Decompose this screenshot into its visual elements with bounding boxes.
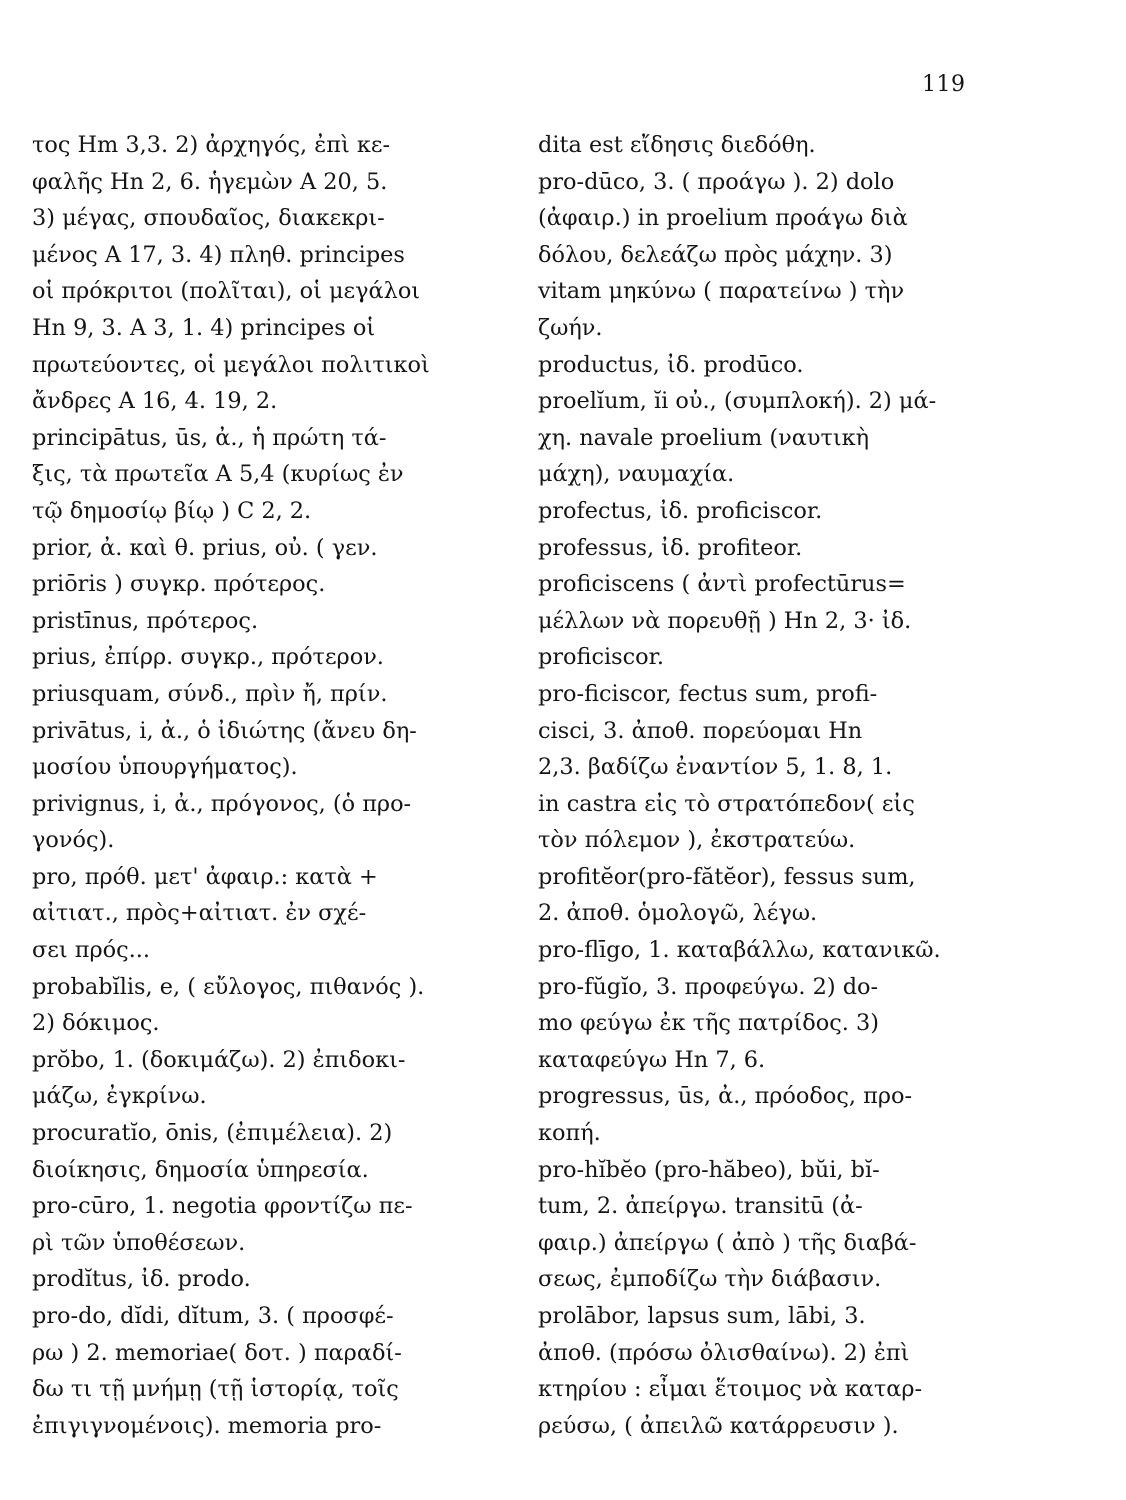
text-line: (ἀφαιρ.) in proelium προάγω διὰ: [538, 205, 908, 232]
text-line: pro-flīgo, 1. καταβάλλω, κατανικῶ.: [538, 937, 941, 964]
text-line: ρεύσω, ( ἀπειλῶ κατάρρευσιν ).: [538, 1412, 899, 1439]
text-line: professus, ἰδ. profiteor.: [538, 534, 803, 561]
text-line: φαλῆς Hn 2, 6. ἡγεμὼν A 20, 5.: [32, 168, 388, 195]
text-line: prodĭtus, ἰδ. prodo.: [32, 1266, 251, 1293]
text-line: pro, πρόθ. μετ' ἀφαιρ.: κατὰ +: [32, 863, 378, 890]
text-line: ἀποθ. (πρόσω ὀλισθαίνω). 2) ἐπὶ: [538, 1339, 910, 1366]
text-line: πρωτεύοντες, οἱ μεγάλοι πολιτικοὶ: [32, 351, 430, 378]
text-line: δόλου, δελεάζω πρὸς μάχην. 3): [538, 241, 893, 268]
text-line: μάζω, ἐγκρίνω.: [32, 1083, 207, 1110]
page-number: 119: [922, 72, 966, 97]
text-line: ἐπιγιγνομένοις). memoria pro-: [32, 1412, 382, 1439]
text-line: principātus, ūs, ἀ., ἡ πρώτη τά-: [32, 424, 387, 451]
text-line: μοσίου ὑπουργήματος).: [32, 754, 298, 781]
text-line: pro-fŭgĭo, 3. προφεύγω. 2) do-: [538, 973, 879, 1000]
text-line: μένος A 17, 3. 4) πληθ. principes: [32, 241, 405, 268]
text-line: cisci, 3. ἀποθ. πορεύομαι Hn: [538, 717, 863, 744]
text-line: productus, ἰδ. prodūco.: [538, 351, 804, 378]
text-line: σει πρός...: [32, 937, 151, 964]
text-line: τος Hm 3,3. 2) ἀρχηγός, ἐπὶ κε-: [32, 132, 391, 158]
text-line: αἰτιατ., πρὸς+αἰτιατ. ἐν σχέ-: [32, 900, 367, 927]
text-line: profectus, ἰδ. proficiscor.: [538, 497, 823, 524]
text-line: proficiscens ( ἀντὶ profectūrus=: [538, 571, 906, 598]
text-line: ρω ) 2. memoriae( δοτ. ) παραδί-: [32, 1339, 402, 1366]
text-line: tum, 2. ἀπείργω. transitū (ἀ-: [538, 1193, 863, 1220]
text-line: οἱ πρόκριτοι (πολῖται), οἱ μεγάλοι: [32, 278, 421, 305]
text-line: pro-dūco, 3. ( προάγω ). 2) dolo: [538, 168, 895, 195]
right-column: [538, 127, 978, 1444]
text-line: privignus, i, ἀ., πρόγονος, (ὁ προ-: [32, 790, 412, 817]
text-line: pro-cūro, 1. negotia φροντίζω πε-: [32, 1193, 413, 1220]
text-line: 3) μέγας, σπουδαῖος, διακεκρι-: [32, 205, 385, 232]
text-line: pristīnus, πρότερος.: [32, 607, 259, 634]
text-line: priōris ) συγκρ. πρότερος.: [32, 571, 326, 598]
text-line: in castra εἰς τὸ στρατόπεδον( εἰς: [538, 790, 915, 817]
text-line: σεως, ἐμποδίζω τὴν διάβασιν.: [538, 1266, 882, 1293]
text-line: ξις, τὰ πρωτεῖα A 5,4 (κυρίως ἐν: [32, 461, 404, 488]
text-line: φαιρ.) ἀπείργω ( ἀπὸ ) τῆς διαβά-: [538, 1229, 917, 1256]
text-line: χη. navale proelium (ναυτικὴ: [538, 424, 870, 451]
text-line: priusquam, σύνδ., πρὶν ἤ, πρίν.: [32, 680, 388, 707]
text-line: διοίκησις, δημοσία ὑπηρεσία.: [32, 1156, 369, 1183]
text-line: prior, ἀ. καὶ θ. prius, οὐ. ( γεν.: [32, 534, 378, 561]
text-line: prolābor, lapsus sum, lābi, 3.: [538, 1303, 866, 1329]
text-line: mo φεύγω ἐκ τῆς πατρίδος. 3): [538, 1010, 879, 1037]
text-line: prius, ἐπίρρ. συγκρ., πρότερον.: [32, 644, 384, 671]
text-line: privātus, i, ἀ., ὁ ἰδιώτης (ἄνευ δη-: [32, 717, 417, 744]
text-line: τὸν πόλεμον ), ἐκστρατεύω.: [538, 827, 856, 854]
text-line: καταφεύγω Hn 7, 6.: [538, 1046, 766, 1073]
text-line: vitam μηκύνω ( παρατείνω ) τὴν: [538, 278, 905, 305]
text-line: ζωήν.: [538, 314, 603, 341]
text-line: κτηρίου : εἶμαι ἕτοιμος νὰ καταρ-: [538, 1376, 923, 1403]
text-line: profitĕor(pro-fătĕor), fessus sum,: [538, 863, 916, 890]
text-line: 2) δόκιμος.: [32, 1010, 160, 1037]
text-line: probabĭlis, e, ( εὔλογος, πιθανός ).: [32, 973, 425, 1000]
text-line: δω τι τῇ μνήμῃ (τῇ ἱστορίᾳ, τοῖς: [32, 1376, 399, 1403]
text-line: dita est εἴδησις διεδόθη.: [538, 132, 816, 158]
text-line: 2. ἀποθ. ὁμολογῶ, λέγω.: [538, 900, 818, 927]
text-line: Hn 9, 3. A 3, 1. 4) principes οἱ: [32, 314, 376, 341]
text-line: pro-hĭbĕo (pro-hăbeo), bŭi, bĭ-: [538, 1156, 880, 1183]
text-line: progressus, ūs, ἀ., πρόοδος, προ-: [538, 1083, 913, 1110]
text-line: proelĭum, ĭi οὐ., (συμπλοκή). 2) μά-: [538, 388, 937, 415]
text-line: τῷ δημοσίῳ βίῳ ) C 2, 2.: [32, 497, 312, 524]
text-line: μάχη), ναυμαχία.: [538, 461, 735, 488]
text-line: ἄνδρες A 16, 4. 19, 2.: [32, 388, 278, 415]
text-line: procuratĭo, ōnis, (ἐπιμέλεια). 2): [32, 1120, 393, 1147]
text-line: κοπή.: [538, 1120, 601, 1147]
text-line: γονός).: [32, 827, 115, 854]
text-line: μέλλων νὰ πορευθῇ ) Hn 2, 3· ἰδ.: [538, 607, 912, 634]
text-line: prŏbo, 1. (δοκιμάζω). 2) ἐπιδοκι-: [32, 1046, 406, 1073]
text-line: proficiscor.: [538, 644, 665, 671]
text-line: pro-do, dĭdi, dĭtum, 3. ( προσφέ-: [32, 1303, 394, 1329]
left-column: [32, 127, 514, 1444]
text-line: 2,3. βαδίζω ἐναντίον 5, 1. 8, 1.: [538, 754, 893, 781]
text-line: ρὶ τῶν ὑποθέσεων.: [32, 1229, 246, 1256]
text-line: pro-ficiscor, fectus sum, profi-: [538, 680, 878, 707]
